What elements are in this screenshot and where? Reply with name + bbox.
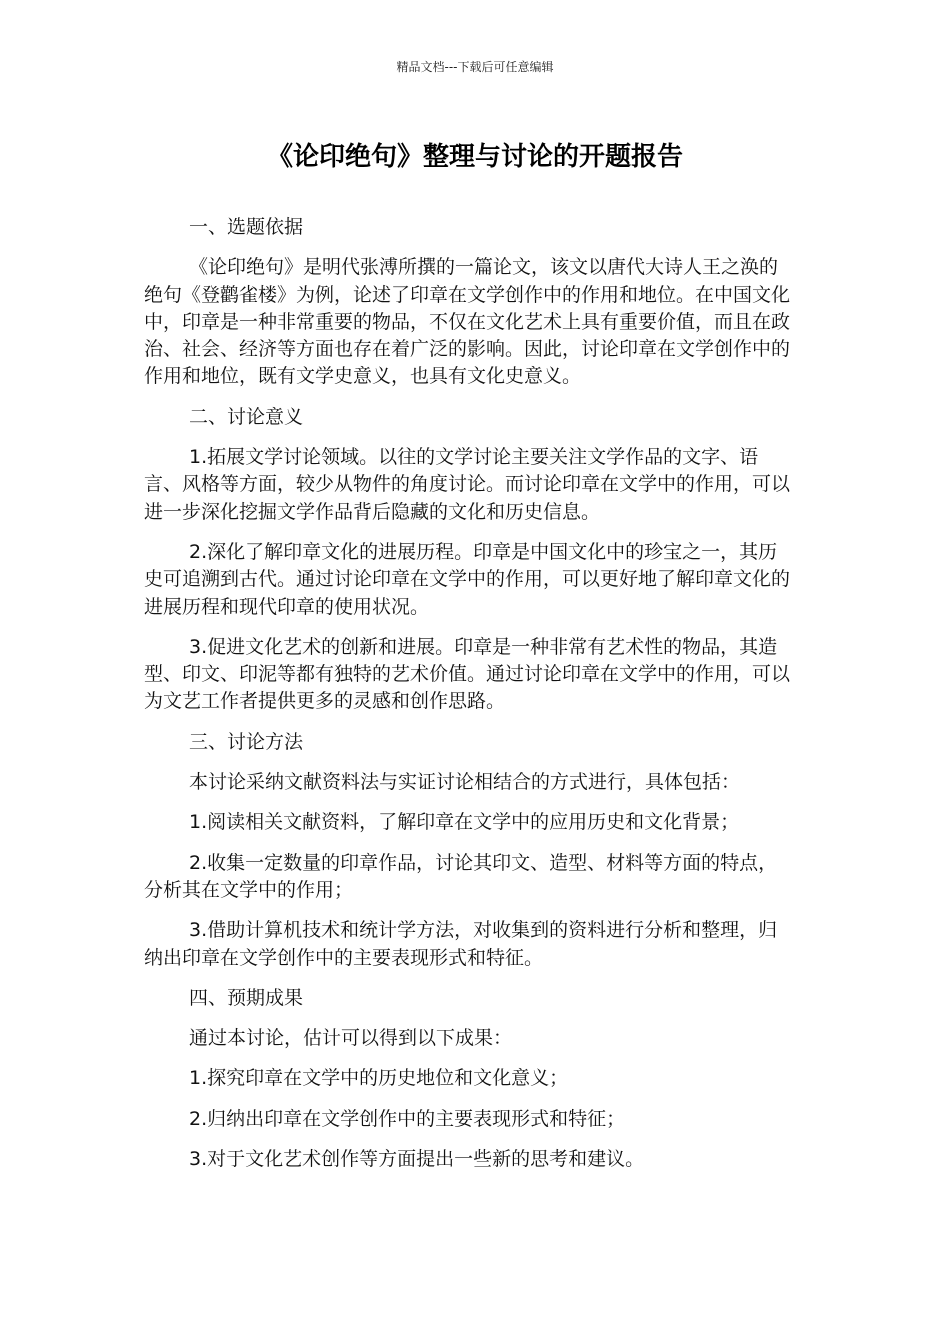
body-paragraph: 1.拓展文学讨论领域。以往的文学讨论主要关注文学作品的文字、语言、风格等方面，较少从物件的角度讨论。而讨论印章在文学中的作用，可以进一步深化挖掘文学作品背后隐藏的文化和历史信息。 [144,446,791,523]
body-paragraph: 1.阅读相关文献资料，了解印章在文学中的应用历史和文化背景； [189,811,740,834]
body-paragraph: 通过本讨论，估计可以得到以下成果： [189,1027,513,1050]
section-heading: 三、讨论方法 [189,730,304,753]
body-paragraph: 《论印绝句》是明代张溥所撰的一篇论文，该文以唐代大诗人王之涣的绝句《登鹳雀楼》为例，论述了印章在文学创作中的作用和地位。在中国文化中，印章是一种非常重要的物品，不仅在文化艺术上具有重要价值，而且在政治、社会、经济等方面也存在着广泛的影响。因此，讨论印章在文学创作中的作用和地位，既有文学史意义，也具有文化史意义。 [144,256,791,388]
body-paragraph: 2.深化了解印章文化的进展历程。印章是中国文化中的珍宝之一，其历史可追溯到古代。通过讨论印章在文学中的作用，可以更好地了解印章文化的进展历程和现代印章的使用状况。 [144,540,791,618]
section-heading: 二、讨论意义 [189,405,304,428]
document-body [144,214,794,1186]
body-paragraph: 1.探究印章在文学中的历史地位和文化意义； [189,1067,569,1090]
section-heading: 四、预期成果 [189,986,304,1009]
body-paragraph: 本讨论采纳文献资料法与实证讨论相结合的方式进行，具体包括： [189,771,741,794]
document-title: 《论印绝句》整理与讨论的开题报告 [266,142,683,172]
section-heading: 一、选题依据 [189,216,304,238]
body-paragraph: 3.对于文化艺术创作等方面提出一些新的思考和建议。 [189,1148,645,1171]
header-note: 精品文档---下载后可任意编辑 [396,60,554,74]
body-paragraph: 3.借助计算机技术和统计学方法，对收集到的资料进行分析和整理，归纳出印章在文学创作中的主要表现形式和特征。 [144,919,778,969]
body-paragraph: 2.归纳出印章在文学创作中的主要表现形式和特征； [189,1107,626,1130]
body-paragraph: 2.收集一定数量的印章作品，讨论其印文、造型、材料等方面的特点，分析其在文学中的作用； [144,851,778,901]
body-paragraph: 3.促进文化艺术的创新和进展。印章是一种非常有艺术性的物品，其造型、印文、印泥等都有独特的艺术价值。通过讨论印章在文学中的作用，可以为文艺工作者提供更多的灵感和创作思路。 [144,635,791,713]
